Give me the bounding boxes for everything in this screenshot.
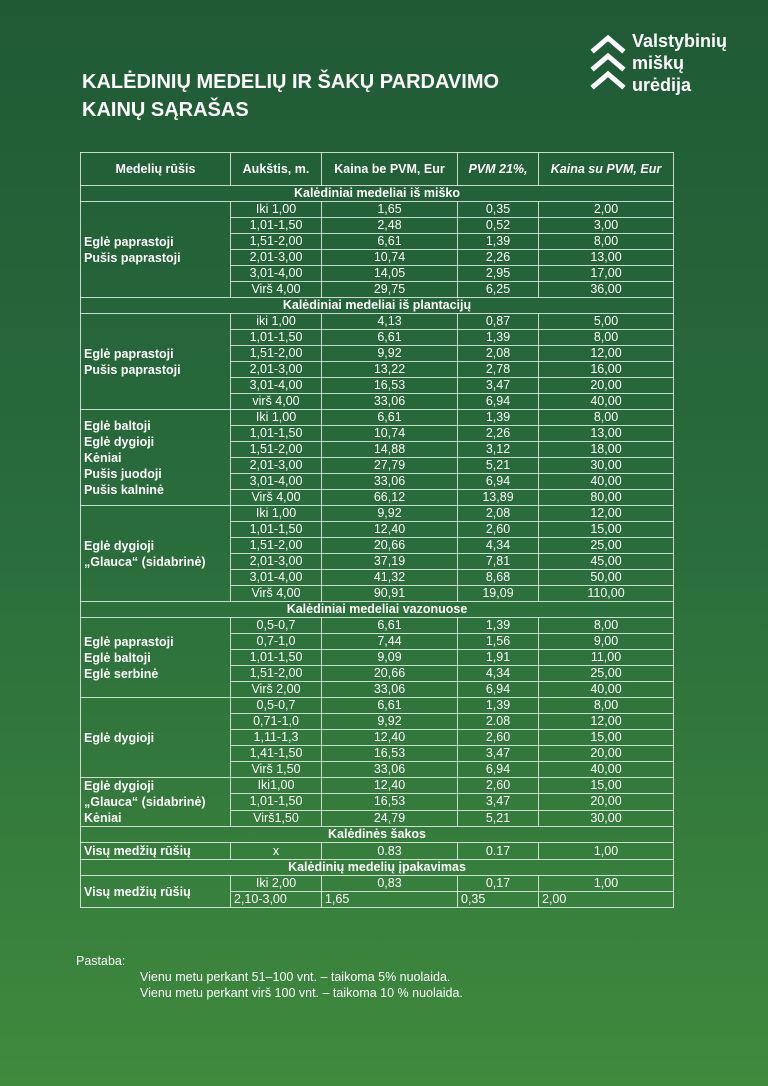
- total-cell: 1,00: [539, 876, 674, 892]
- total-cell: 12,00: [539, 506, 674, 522]
- price-cell: 33,06: [322, 474, 458, 490]
- species-names: [81, 202, 231, 298]
- total-cell: 40,00: [539, 394, 674, 410]
- species-name: Pušis paprastoji: [84, 362, 181, 377]
- logo-line: miškų: [632, 53, 685, 73]
- price-cell: 37,19: [322, 554, 458, 570]
- species-names: [81, 410, 231, 506]
- species-name: Eglė paprastoji: [84, 346, 174, 361]
- species-name: Eglė baltoji: [84, 650, 151, 665]
- table-row: [81, 778, 674, 794]
- height-cell: Iki 1,00: [231, 506, 322, 522]
- height-cell: 1,01-1,50: [231, 218, 322, 234]
- total-cell: 40,00: [539, 762, 674, 778]
- vat-cell: 1,39: [458, 234, 539, 250]
- total-cell: 8,00: [539, 330, 674, 346]
- page-title: [82, 68, 542, 124]
- logo-line: urėdija: [632, 75, 692, 95]
- vat-cell: 3,47: [458, 378, 539, 394]
- vat-cell: 2,60: [458, 730, 539, 746]
- table-row: [81, 298, 674, 314]
- total-cell: 8,00: [539, 618, 674, 634]
- table-row: [81, 602, 674, 618]
- total-cell: 11,00: [539, 650, 674, 666]
- price-cell: 1,65: [322, 892, 458, 908]
- vat-cell: 0,87: [458, 314, 539, 330]
- total-cell: 15,00: [539, 522, 674, 538]
- height-cell: 2,01-3,00: [231, 458, 322, 474]
- price-cell: 16,53: [322, 794, 458, 810]
- total-cell: 8,00: [539, 410, 674, 426]
- table-row: [81, 202, 674, 218]
- vat-cell: 2,60: [458, 522, 539, 538]
- price-cell: 90,91: [322, 586, 458, 602]
- total-cell: 13,00: [539, 250, 674, 266]
- price-cell: 9,92: [322, 346, 458, 362]
- height-cell: 1,01-1,50: [231, 522, 322, 538]
- height-cell: Iki 1,00: [231, 202, 322, 218]
- table-row: [81, 186, 674, 202]
- vat-cell: 6,25: [458, 282, 539, 298]
- species-names: [81, 314, 231, 410]
- height-cell: 0,7-1,0: [231, 634, 322, 650]
- vat-cell: 3,47: [458, 746, 539, 762]
- height-cell: 3,01-4,00: [231, 266, 322, 282]
- species-names: [81, 506, 231, 602]
- table-row: [81, 827, 674, 843]
- total-cell: 20,00: [539, 746, 674, 762]
- table-row: [81, 410, 674, 426]
- price-cell: 41,32: [322, 570, 458, 586]
- price-cell: 0.83: [322, 843, 458, 860]
- species-name: Pušis kalninė: [84, 482, 164, 497]
- vat-cell: 2,26: [458, 250, 539, 266]
- total-cell: 18,00: [539, 442, 674, 458]
- species-names: Visų medžių rūšių: [81, 843, 231, 860]
- species-name: Eglė dygioji: [84, 538, 155, 553]
- price-cell: 12,40: [322, 778, 458, 794]
- height-cell: Virš 1,50: [231, 762, 322, 778]
- vat-cell: 1,39: [458, 330, 539, 346]
- price-cell: 14,05: [322, 266, 458, 282]
- table-row: [81, 314, 674, 330]
- total-cell: 2,00: [539, 202, 674, 218]
- price-table: [80, 152, 674, 908]
- price-cell: 29,75: [322, 282, 458, 298]
- vat-cell: 3,47: [458, 794, 539, 810]
- logo-line: Valstybinių: [632, 31, 728, 51]
- height-cell: 2,10-3,00: [231, 892, 322, 908]
- table-row: [81, 860, 674, 876]
- header-species: Medelių rūšis: [81, 153, 231, 186]
- total-cell: 3,00: [539, 218, 674, 234]
- note-label: Pastaba:: [76, 954, 126, 968]
- species-name: „Glauca“ (sidabrinė): [84, 554, 206, 569]
- vat-cell: 2,08: [458, 346, 539, 362]
- vat-cell: 2.08: [458, 714, 539, 730]
- vat-cell: 1,56: [458, 634, 539, 650]
- total-cell: 25,00: [539, 538, 674, 554]
- table-row: [81, 876, 674, 892]
- species-name: Kėniai: [84, 811, 122, 825]
- vat-cell: 6,94: [458, 394, 539, 410]
- height-cell: 2,01-3,00: [231, 362, 322, 378]
- height-cell: 1,11-1,3: [231, 730, 322, 746]
- vat-cell: 0,35: [458, 892, 539, 908]
- total-cell: 12,00: [539, 714, 674, 730]
- height-cell: virš 4,00: [231, 394, 322, 410]
- vat-cell: 2,08: [458, 506, 539, 522]
- price-cell: 4,13: [322, 314, 458, 330]
- total-cell: 2,00: [539, 892, 674, 908]
- total-cell: 80,00: [539, 490, 674, 506]
- species-names: [81, 778, 231, 827]
- vat-cell: 3,12: [458, 442, 539, 458]
- height-cell: 1,01-1,50: [231, 330, 322, 346]
- title-line-1: KALĖDINIŲ MEDELIŲ IR ŠAKŲ PARDAVIMO: [82, 71, 500, 93]
- height-cell: Virš 4,00: [231, 282, 322, 298]
- header-row: [81, 153, 674, 186]
- note-lines: [140, 969, 463, 1001]
- height-cell: 2,01-3,00: [231, 250, 322, 266]
- species-name: Kėniai: [84, 450, 122, 465]
- vat-cell: 4,34: [458, 538, 539, 554]
- vat-cell: 6,94: [458, 762, 539, 778]
- price-cell: 20,66: [322, 666, 458, 682]
- height-cell: Virš 4,00: [231, 586, 322, 602]
- price-cell: 6,61: [322, 698, 458, 714]
- total-cell: 30,00: [539, 810, 674, 826]
- price-cell: 10,74: [322, 426, 458, 442]
- price-cell: 10,74: [322, 250, 458, 266]
- price-cell: 24,79: [322, 810, 458, 826]
- header-price-vat: Kaina su PVM, Eur: [539, 153, 674, 186]
- height-cell: 1,51-2,00: [231, 666, 322, 682]
- section-title: Kalėdiniai medeliai iš miško: [81, 186, 674, 202]
- header-price-no-vat: Kaina be PVM, Eur: [322, 153, 458, 186]
- price-cell: 9,92: [322, 506, 458, 522]
- height-cell: x: [231, 843, 322, 860]
- price-cell: 9,92: [322, 714, 458, 730]
- species-name: Eglė paprastoji: [84, 234, 174, 249]
- height-cell: 0,71-1,0: [231, 714, 322, 730]
- section-title: Kalėdiniai medeliai vazonuose: [81, 602, 674, 618]
- note-line: Vienu metu perkant 51–100 vnt. – taikoma 5% nuolaida.: [140, 970, 451, 984]
- total-cell: 5,00: [539, 314, 674, 330]
- vat-cell: 2,78: [458, 362, 539, 378]
- table-row: [81, 506, 674, 522]
- section-title: Kalėdinės šakos: [81, 827, 674, 843]
- total-cell: 15,00: [539, 730, 674, 746]
- total-cell: 30,00: [539, 458, 674, 474]
- price-cell: 6,61: [322, 330, 458, 346]
- total-cell: 17,00: [539, 266, 674, 282]
- vat-cell: 1,39: [458, 698, 539, 714]
- vat-cell: 0,52: [458, 218, 539, 234]
- vat-cell: 1,39: [458, 410, 539, 426]
- height-cell: 1,51-2,00: [231, 234, 322, 250]
- species-names: Visų medžių rūšių: [81, 876, 231, 908]
- species-names: [81, 698, 231, 778]
- vat-cell: 2,60: [458, 778, 539, 794]
- tree-logo-icon: [590, 32, 626, 92]
- price-cell: 14,88: [322, 442, 458, 458]
- vat-cell: 0.17: [458, 843, 539, 860]
- total-cell: 1,00: [539, 843, 674, 860]
- total-cell: 40,00: [539, 682, 674, 698]
- price-cell: 1,65: [322, 202, 458, 218]
- price-cell: 16,53: [322, 378, 458, 394]
- total-cell: 16,00: [539, 362, 674, 378]
- total-cell: 9,00: [539, 634, 674, 650]
- species-name: Eglė serbinė: [84, 666, 159, 681]
- price-cell: 12,40: [322, 730, 458, 746]
- vat-cell: 0,17: [458, 876, 539, 892]
- vat-cell: 5,21: [458, 810, 539, 826]
- height-cell: 3,01-4,00: [231, 378, 322, 394]
- price-cell: 27,79: [322, 458, 458, 474]
- height-cell: 1,01-1,50: [231, 794, 322, 810]
- height-cell: 2,01-3,00: [231, 554, 322, 570]
- species-name: Eglė dygioji: [84, 730, 155, 745]
- height-cell: iki 1,00: [231, 314, 322, 330]
- table-row: [81, 618, 674, 634]
- price-cell: 16,53: [322, 746, 458, 762]
- price-cell: 9,09: [322, 650, 458, 666]
- vat-cell: 13,89: [458, 490, 539, 506]
- vat-cell: 6,94: [458, 682, 539, 698]
- vat-cell: 1,91: [458, 650, 539, 666]
- logo: [590, 30, 750, 100]
- vat-cell: 4,34: [458, 666, 539, 682]
- species-name: Eglė paprastoji: [84, 634, 174, 649]
- height-cell: 0,5-0,7: [231, 698, 322, 714]
- price-cell: 33,06: [322, 682, 458, 698]
- total-cell: 8,00: [539, 234, 674, 250]
- price-cell: 2,48: [322, 218, 458, 234]
- height-cell: Iki1,00: [231, 778, 322, 794]
- price-cell: 12,40: [322, 522, 458, 538]
- section-title: Kalėdinių medelių įpakavimas: [81, 860, 674, 876]
- total-cell: 45,00: [539, 554, 674, 570]
- vat-cell: 2,26: [458, 426, 539, 442]
- vat-cell: 1,39: [458, 618, 539, 634]
- price-cell: 20,66: [322, 538, 458, 554]
- species-name: Pušis juodoji: [84, 466, 162, 481]
- vat-cell: 7,81: [458, 554, 539, 570]
- vat-cell: 5,21: [458, 458, 539, 474]
- price-cell: 6,61: [322, 618, 458, 634]
- header-height: Aukštis, m.: [231, 153, 322, 186]
- title-line-2: KAINŲ SĄRAŠAS: [82, 99, 249, 121]
- vat-cell: 8,68: [458, 570, 539, 586]
- species-names: [81, 618, 231, 698]
- header-vat: PVM 21%,: [458, 153, 539, 186]
- price-cell: 6,61: [322, 234, 458, 250]
- total-cell: 13,00: [539, 426, 674, 442]
- species-name: Pušis paprastoji: [84, 250, 181, 265]
- price-cell: 6,61: [322, 410, 458, 426]
- price-cell: 7,44: [322, 634, 458, 650]
- vat-cell: 2,95: [458, 266, 539, 282]
- logo-text: [632, 30, 727, 96]
- species-name: Eglė dygioji: [84, 434, 155, 449]
- height-cell: 1,41-1,50: [231, 746, 322, 762]
- section-title: Kalėdiniai medeliai iš plantacijų: [81, 298, 674, 314]
- total-cell: 36,00: [539, 282, 674, 298]
- vat-cell: 6,94: [458, 474, 539, 490]
- price-cell: 33,06: [322, 762, 458, 778]
- note-line: Vienu metu perkant virš 100 vnt. – taikoma 10 % nuolaida.: [140, 986, 463, 1000]
- price-cell: 0,83: [322, 876, 458, 892]
- vat-cell: 0,35: [458, 202, 539, 218]
- total-cell: 110,00: [539, 586, 674, 602]
- total-cell: 20,00: [539, 794, 674, 810]
- height-cell: 3,01-4,00: [231, 570, 322, 586]
- total-cell: 12,00: [539, 346, 674, 362]
- total-cell: 40,00: [539, 474, 674, 490]
- height-cell: 3,01-4,00: [231, 474, 322, 490]
- height-cell: 0,5-0,7: [231, 618, 322, 634]
- table-row: [81, 843, 674, 860]
- height-cell: 1,01-1,50: [231, 426, 322, 442]
- height-cell: 1,51-2,00: [231, 538, 322, 554]
- vat-cell: 19,09: [458, 586, 539, 602]
- height-cell: Iki 2,00: [231, 876, 322, 892]
- total-cell: 15,00: [539, 778, 674, 794]
- total-cell: 50,00: [539, 570, 674, 586]
- height-cell: Virš 4,00: [231, 490, 322, 506]
- height-cell: Virš 2,00: [231, 682, 322, 698]
- species-name: „Glauca“ (sidabrinė): [84, 795, 206, 809]
- price-cell: 66,12: [322, 490, 458, 506]
- species-name: Eglė dygioji: [84, 779, 155, 793]
- height-cell: 1,01-1,50: [231, 650, 322, 666]
- height-cell: Virš1,50: [231, 810, 322, 826]
- species-name: Eglė baltoji: [84, 418, 151, 433]
- price-cell: 13,22: [322, 362, 458, 378]
- table-row: [81, 698, 674, 714]
- price-cell: 33,06: [322, 394, 458, 410]
- height-cell: 1,51-2,00: [231, 346, 322, 362]
- height-cell: Iki 1,00: [231, 410, 322, 426]
- height-cell: 1,51-2,00: [231, 442, 322, 458]
- total-cell: 20,00: [539, 378, 674, 394]
- total-cell: 8,00: [539, 698, 674, 714]
- total-cell: 25,00: [539, 666, 674, 682]
